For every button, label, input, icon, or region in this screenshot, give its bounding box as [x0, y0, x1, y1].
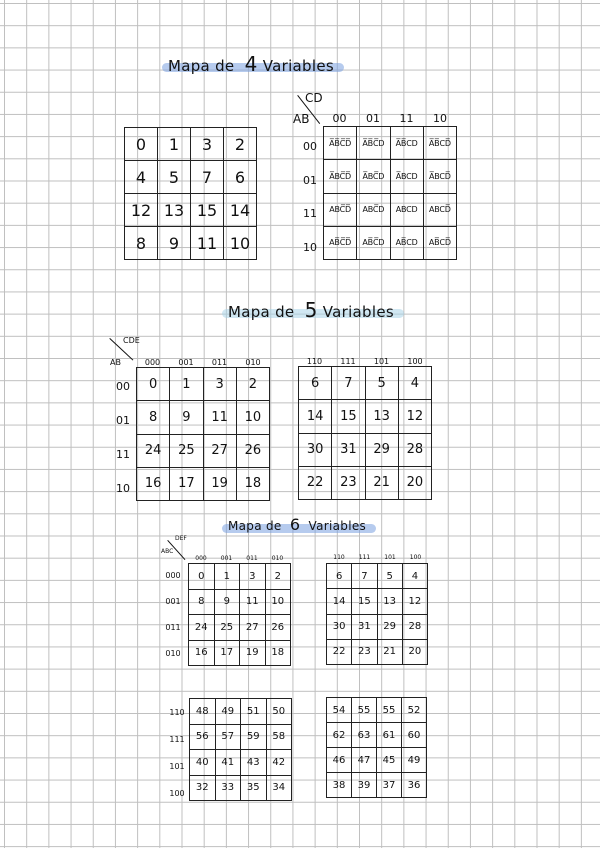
kmap4-terms	[323, 126, 457, 260]
kmap-header-label: 000	[195, 555, 207, 562]
kmap-row	[327, 614, 428, 639]
kmap4-row-var: AB	[293, 112, 310, 126]
kmap6-cell: 39	[352, 773, 377, 798]
kmap4-term-cell: A̅B̅CD	[390, 127, 423, 160]
kmap-header-label: 111	[340, 357, 356, 366]
kmap5-cell: 19	[203, 467, 236, 500]
kmap4-term-cell: AB̅CD	[390, 226, 423, 259]
kmap6-cell: 58	[266, 724, 292, 750]
kmap4-number-cell: 3	[191, 128, 224, 161]
kmap4-number-cell: 11	[191, 227, 224, 260]
kmap4-number-cell: 0	[125, 128, 158, 161]
kmap6-cell: 17	[214, 640, 240, 666]
kmap-header-label: 01	[303, 173, 317, 187]
kmap6-cell: 5	[377, 564, 402, 589]
kmap-row	[137, 368, 270, 401]
kmap6-cell: 18	[265, 640, 291, 666]
kmap-header-label: 001	[178, 358, 194, 367]
kmap6-cell: 36	[402, 773, 427, 798]
kmap4-number-cell: 7	[191, 161, 224, 194]
kmap-header-label: 011	[165, 623, 181, 632]
title-map-4	[168, 52, 334, 76]
kmap4-number-cell: 4	[125, 161, 158, 194]
kmap4-number-cell: 5	[158, 161, 191, 194]
kmap4-term-cell: A̅BC̅D	[357, 160, 390, 193]
kmap6-cell: 24	[189, 615, 215, 641]
kmap6-cell: 15	[352, 589, 377, 614]
kmap-header-label: 100	[407, 357, 423, 366]
kmap-row	[137, 434, 270, 467]
kmap5-cell: 26	[236, 434, 269, 467]
kmap6-bottom-left	[189, 698, 292, 801]
kmap-header-label: 010	[165, 649, 181, 658]
kmap6-cell: 14	[327, 589, 352, 614]
kmap5-row-var: AB	[110, 358, 121, 367]
kmap4-number-cell: 13	[158, 194, 191, 227]
kmap6-cell: 49	[402, 748, 427, 773]
kmap-row	[190, 750, 292, 776]
kmap6-cell: 13	[377, 589, 402, 614]
kmap6-cell: 23	[352, 639, 377, 664]
kmap5-cell: 3	[203, 368, 236, 401]
kmap4-term-cell: A̅BC̅D̅	[324, 160, 357, 193]
kmap-header-label: 111	[169, 735, 185, 744]
kmap6-cell: 31	[352, 614, 377, 639]
kmap-header-label: 000	[144, 358, 161, 367]
kmap5-cell: 5	[365, 367, 398, 400]
kmap4-number-cell: 10	[224, 227, 257, 260]
kmap5-cell: 21	[365, 466, 398, 499]
kmap-header-label: 11	[303, 207, 317, 220]
kmap-header-label: 01	[366, 112, 380, 125]
kmap6-cell: 50	[266, 699, 292, 725]
kmap-header-label: 101	[384, 554, 396, 561]
kmap4-number-cell: 15	[191, 194, 224, 227]
kmap-row	[327, 748, 427, 773]
kmap-row	[125, 194, 257, 227]
kmap6-cell: 56	[190, 724, 216, 750]
kmap-row	[327, 723, 427, 748]
kmap4-numbers	[124, 127, 257, 260]
kmap5-cell: 24	[137, 434, 170, 467]
kmap-row	[137, 467, 270, 500]
kmap-header-label: 11	[116, 448, 130, 461]
kmap6-cell: 21	[377, 639, 402, 664]
kmap5-col-var: CDE	[123, 336, 140, 345]
kmap6-cell: 10	[265, 589, 291, 615]
kmap-header-label: 011	[211, 358, 228, 367]
kmap5-cell: 31	[332, 433, 365, 466]
kmap5-cell: 0	[137, 368, 170, 401]
kmap5-cell: 10	[236, 401, 269, 434]
kmap4-term-cell: A̅BCD	[390, 160, 423, 193]
kmap5-cell: 8	[137, 401, 170, 434]
kmap-header-label: 111	[358, 554, 371, 561]
kmap-header-label: 10	[303, 240, 317, 254]
kmap6-cell: 46	[327, 748, 352, 773]
kmap5-cell: 22	[299, 466, 332, 499]
kmap5-cell: 6	[299, 367, 332, 400]
kmap6-cell: 63	[352, 723, 377, 748]
kmap-header-label: 10	[433, 112, 447, 125]
kmap-header-label: 110	[306, 357, 323, 366]
kmap6-cell: 33	[215, 775, 241, 801]
kmap-header-label: 11	[399, 112, 414, 125]
kmap4-term-cell: AB̅C̅D̅	[324, 226, 357, 259]
kmap-header-label: 01	[116, 414, 130, 427]
kmap5-cell: 13	[365, 400, 398, 433]
kmap-header-label: 000	[165, 571, 181, 580]
kmap-header-label: 110	[169, 708, 185, 717]
kmap-row	[327, 589, 428, 614]
kmap5-cell: 11	[203, 401, 236, 434]
kmap6-top-right	[326, 563, 428, 665]
kmap4-term-cell: ABCD̅	[423, 193, 456, 226]
kmap6-cell: 3	[240, 564, 266, 590]
kmap6-cell: 20	[402, 639, 427, 664]
kmap5-cell: 1	[170, 368, 203, 401]
kmap6-cell: 12	[402, 589, 427, 614]
kmap-row	[324, 226, 457, 259]
kmap6-cell: 41	[215, 750, 241, 776]
kmap5-cell: 25	[170, 434, 203, 467]
kmap-row	[189, 615, 291, 641]
kmap-header-label: 010	[245, 358, 261, 367]
kmap5-cell: 4	[398, 367, 431, 400]
kmap6-cell: 1	[214, 564, 240, 590]
kmap-row	[324, 193, 457, 226]
kmap4-term-cell: A̅B̅CD̅	[423, 127, 456, 160]
kmap4-number-cell: 1	[158, 128, 191, 161]
title-text: Mapa de 4 Variables	[168, 52, 334, 76]
kmap-header-label: 100	[409, 554, 422, 561]
kmap6-cell: 2	[265, 564, 291, 590]
kmap6-cell: 55	[352, 698, 377, 723]
title-map-6	[228, 515, 366, 534]
kmap6-cell: 9	[214, 589, 240, 615]
kmap6-cell: 8	[189, 589, 215, 615]
kmap5-cell: 17	[170, 467, 203, 500]
kmap-header-label: 00	[332, 112, 347, 125]
kmap-row	[324, 160, 457, 193]
kmap6-cell: 59	[241, 724, 267, 750]
kmap4-number-cell: 8	[125, 227, 158, 260]
kmap6-cell: 52	[402, 698, 427, 723]
kmap4-number-cell: 14	[224, 194, 257, 227]
kmap5-cell: 18	[236, 467, 269, 500]
kmap5-cell: 14	[299, 400, 332, 433]
kmap4-term-cell: A̅B̅C̅D̅	[324, 127, 357, 160]
kmap-row	[189, 564, 291, 590]
kmap-row	[327, 698, 427, 723]
kmap6-cell: 55	[377, 698, 402, 723]
kmap-row	[327, 773, 427, 798]
kmap5-cell: 28	[398, 433, 431, 466]
kmap6-cell: 48	[190, 699, 216, 725]
kmap-row	[125, 161, 257, 194]
kmap5-left	[136, 367, 270, 501]
kmap6-cell: 30	[327, 614, 352, 639]
kmap6-cell: 19	[240, 640, 266, 666]
kmap-row	[190, 724, 292, 750]
kmap4-term-cell: A̅BCD̅	[423, 160, 456, 193]
kmap-header-label: 001	[220, 555, 233, 562]
kmap6-col-var: DEF	[175, 535, 187, 542]
kmap6-cell: 57	[215, 724, 241, 750]
kmap6-bottom-right	[326, 697, 427, 798]
kmap-header-label: 101	[169, 762, 185, 771]
kmap-row	[125, 128, 257, 161]
kmap6-cell: 28	[402, 614, 427, 639]
kmap6-cell: 7	[352, 564, 377, 589]
kmap6-cell: 27	[240, 615, 266, 641]
kmap4-term-cell: A̅B̅C̅D	[357, 127, 390, 160]
kmap4-number-cell: 6	[224, 161, 257, 194]
kmap5-right	[298, 366, 432, 500]
kmap-row	[189, 640, 291, 666]
kmap-row	[190, 775, 292, 801]
kmap6-cell: 54	[327, 698, 352, 723]
kmap4-term-cell: ABC̅D̅	[324, 193, 357, 226]
kmap-header-label: 011	[246, 555, 258, 562]
kmap-row	[327, 639, 428, 664]
kmap-header-label: 00	[116, 380, 130, 393]
kmap-row	[190, 699, 292, 725]
title-text: Mapa de 5 Variables	[228, 298, 394, 322]
kmap-row	[299, 400, 432, 433]
kmap-row	[137, 401, 270, 434]
kmap6-cell: 38	[327, 773, 352, 798]
kmap6-cell: 34	[266, 775, 292, 801]
kmap5-cell: 29	[365, 433, 398, 466]
kmap6-cell: 45	[377, 748, 402, 773]
kmap5-cell: 2	[236, 368, 269, 401]
kmap-header-label: 010	[271, 555, 284, 562]
kmap6-cell: 51	[241, 699, 267, 725]
kmap-row	[125, 227, 257, 260]
kmap6-cell: 11	[240, 589, 266, 615]
kmap-header-label: 00	[303, 140, 317, 153]
kmap-header-label: 101	[373, 357, 390, 366]
kmap6-cell: 26	[265, 615, 291, 641]
kmap6-top-left	[188, 563, 291, 666]
kmap6-cell: 16	[189, 640, 215, 666]
kmap-row	[299, 466, 432, 499]
kmap6-cell: 43	[241, 750, 267, 776]
kmap6-cell: 62	[327, 723, 352, 748]
kmap5-cell: 20	[398, 466, 431, 499]
kmap6-cell: 35	[241, 775, 267, 801]
kmap5-cell: 27	[203, 434, 236, 467]
kmap4-term-cell: ABC̅D	[357, 193, 390, 226]
kmap5-cell: 9	[170, 401, 203, 434]
kmap6-cell: 49	[215, 699, 241, 725]
kmap-header-label: 001	[165, 597, 181, 606]
kmap-row	[189, 589, 291, 615]
kmap6-cell: 61	[377, 723, 402, 748]
kmap4-term-cell: AB̅C̅D	[357, 226, 390, 259]
kmap6-row-var: ABC	[161, 548, 174, 555]
kmap6-cell: 29	[377, 614, 402, 639]
kmap6-cell: 60	[402, 723, 427, 748]
kmap6-cell: 47	[352, 748, 377, 773]
kmap6-cell: 25	[214, 615, 240, 641]
kmap5-cell: 7	[332, 367, 365, 400]
kmap-row	[324, 127, 457, 160]
title-map-5	[228, 298, 394, 322]
kmap5-cell: 15	[332, 400, 365, 433]
kmap-row	[327, 564, 428, 589]
kmap-header-label: 110	[333, 554, 345, 561]
kmap4-col-var: CD	[305, 91, 323, 105]
kmap5-cell: 12	[398, 400, 431, 433]
kmap-header-label: 100	[169, 789, 185, 798]
kmap4-term-cell: AB̅CD̅	[423, 226, 456, 259]
title-text: Mapa de 6 Variables	[228, 515, 367, 534]
kmap6-cell: 22	[327, 639, 352, 664]
kmap-row	[299, 367, 432, 400]
kmap6-cell: 42	[266, 750, 292, 776]
kmap6-cell: 40	[190, 750, 216, 776]
kmap4-term-cell: ABCD	[390, 193, 423, 226]
kmap5-cell: 23	[332, 466, 365, 499]
kmap4-number-cell: 9	[158, 227, 191, 260]
kmap5-cell: 16	[137, 467, 170, 500]
kmap-header-label: 10	[116, 482, 130, 495]
kmap4-number-cell: 12	[125, 194, 158, 227]
kmap5-cell: 30	[299, 433, 332, 466]
kmap6-cell: 37	[377, 773, 402, 798]
kmap6-cell: 4	[402, 564, 427, 589]
kmap4-number-cell: 2	[224, 128, 257, 161]
kmap-row	[299, 433, 432, 466]
kmap6-cell: 32	[190, 775, 216, 801]
kmap6-cell: 0	[189, 564, 215, 590]
kmap6-cell: 6	[327, 564, 352, 589]
